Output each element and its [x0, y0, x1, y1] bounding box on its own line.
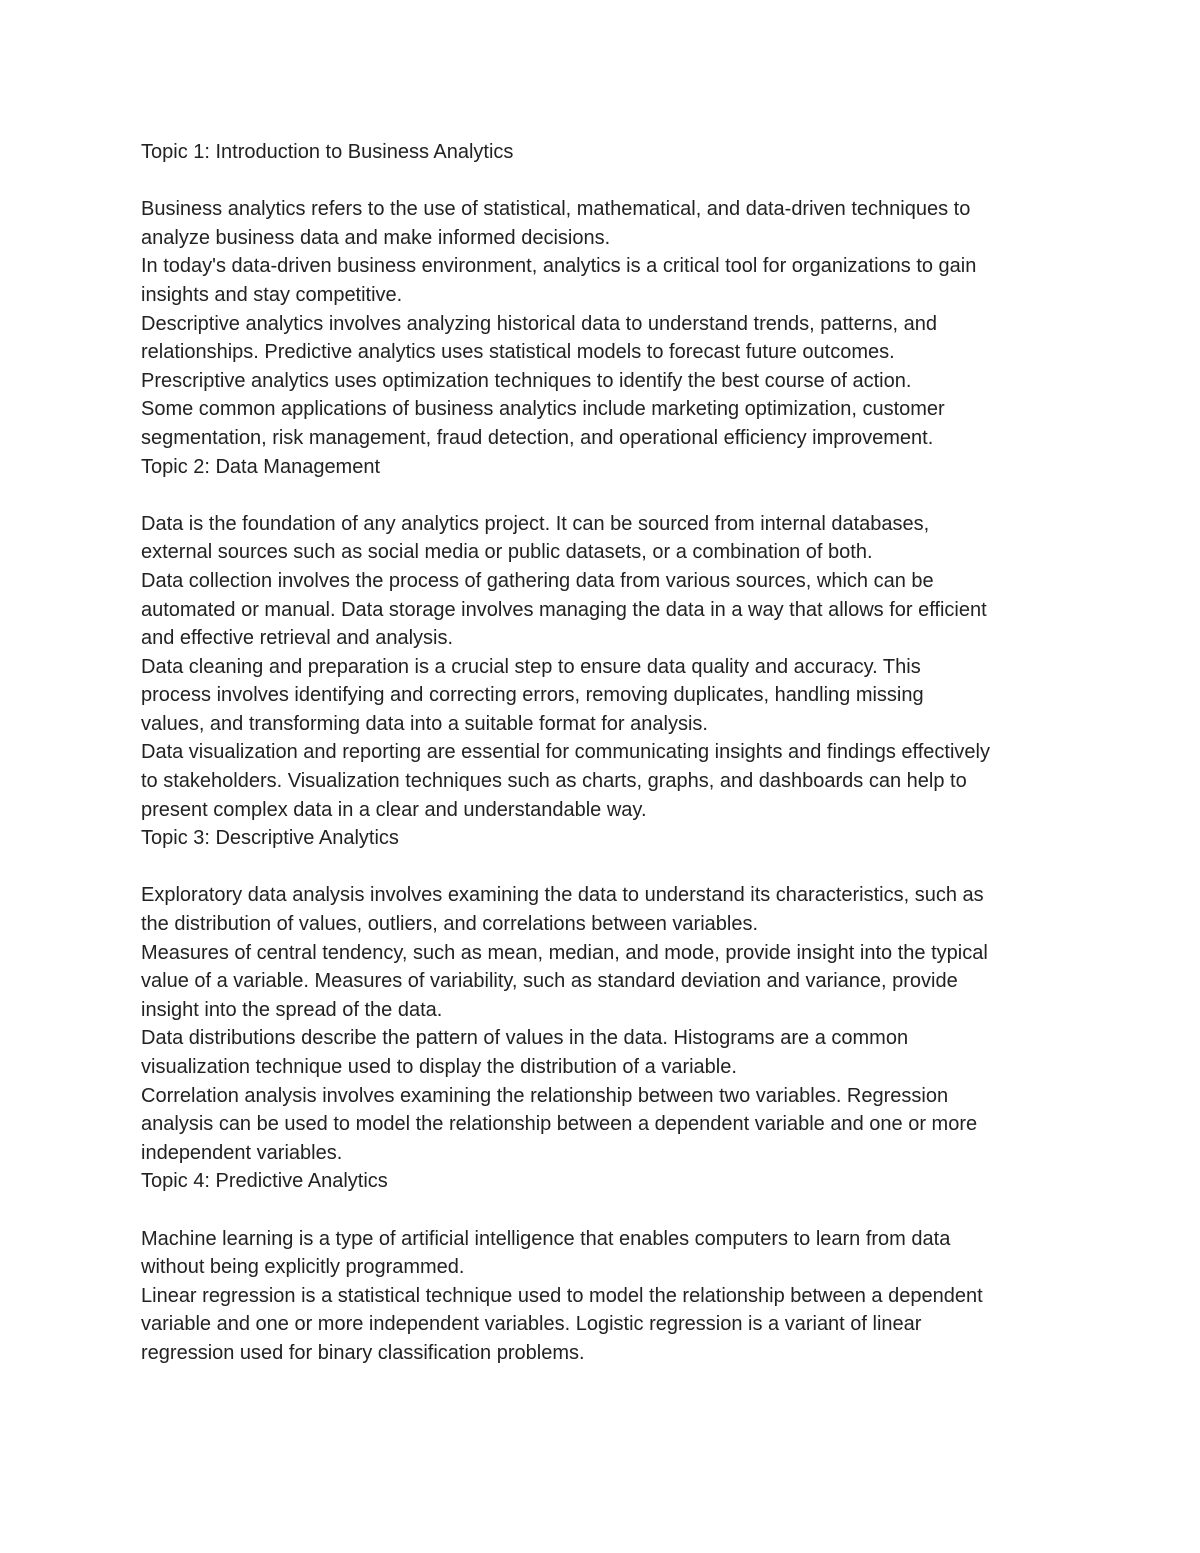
text-line: Prescriptive analytics uses optimization techniques to identify the best course of action. — [141, 369, 912, 392]
text-line: the distribution of values, outliers, and correlations between variables. — [141, 913, 759, 936]
text-line: Some common applications of business analytics include marketing optimization, customer — [141, 398, 945, 421]
text-line: and effective retrieval and analysis. — [141, 627, 454, 650]
text-line: values, and transforming data into a suitable format for analysis. — [141, 712, 708, 735]
text-line: Data collection involves the process of gathering data from various sources, which can be — [141, 569, 934, 592]
text-line: variable and one or more independent variables. Logistic regression is a variant of linear — [141, 1313, 922, 1336]
blank-line — [141, 167, 1081, 196]
text-line: process involves identifying and correcting errors, removing duplicates, handling missing — [141, 684, 924, 707]
text-line: Descriptive analytics involves analyzing historical data to understand trends, patterns, and — [141, 312, 937, 335]
topic-heading: Topic 2: Data Management — [141, 455, 381, 478]
blank-line — [141, 1196, 1081, 1225]
text-line: Measures of central tendency, such as mean, median, and mode, provide insight into the typical — [141, 941, 988, 964]
text-line: insight into the spread of the data. — [141, 998, 443, 1021]
text-line: without being explicitly programmed. — [141, 1256, 465, 1279]
text-line: relationships. Predictive analytics uses statistical models to forecast future outcomes. — [141, 341, 895, 364]
text-line: insights and stay competitive. — [141, 283, 403, 306]
blank-line — [141, 853, 1081, 882]
text-line: Machine learning is a type of artificial intelligence that enables computers to learn from data — [141, 1227, 951, 1250]
text-line: value of a variable. Measures of variability, such as standard deviation and variance, provide — [141, 970, 958, 993]
text-line: to stakeholders. Visualization techniques such as charts, graphs, and dashboards can help to — [141, 770, 967, 793]
blank-line — [141, 481, 1081, 510]
text-line: Linear regression is a statistical technique used to model the relationship between a dependent — [141, 1284, 983, 1307]
document-body — [141, 138, 1081, 1368]
text-line: Correlation analysis involves examining the relationship between two variables. Regression — [141, 1084, 949, 1107]
text-line: independent variables. — [141, 1141, 343, 1164]
text-line: Data cleaning and preparation is a crucial step to ensure data quality and accuracy. This — [141, 655, 921, 678]
text-line: In today's data-driven business environment, analytics is a critical tool for organizations to gain — [141, 255, 977, 278]
topic-heading: Topic 4: Predictive Analytics — [141, 1170, 388, 1193]
text-line: visualization technique used to display the distribution of a variable. — [141, 1056, 737, 1078]
text-line: automated or manual. Data storage involves managing the data in a way that allows for efficient — [141, 598, 987, 621]
text-line: segmentation, risk management, fraud detection, and operational efficiency improvement. — [141, 426, 934, 449]
topic-heading: Topic 3: Descriptive Analytics — [141, 827, 399, 850]
text-line: Data distributions describe the pattern of values in the data. Histograms are a common — [141, 1027, 909, 1050]
text-line: Data is the foundation of any analytics project. It can be sourced from internal databases, — [141, 512, 930, 535]
text-line: present complex data in a clear and understandable way. — [141, 798, 647, 821]
topic-heading: Topic 1: Introduction to Business Analytics — [141, 141, 514, 163]
text-line: Data visualization and reporting are essential for communicating insights and findings effectively — [141, 741, 990, 764]
text-line: Exploratory data analysis involves examining the data to understand its characteristics, such as — [141, 884, 984, 907]
text-line: Business analytics refers to the use of statistical, mathematical, and data-driven techniques to — [141, 198, 971, 221]
text-line: external sources such as social media or public datasets, or a combination of both. — [141, 541, 873, 564]
text-line: analyze business data and make informed decisions. — [141, 226, 611, 249]
text-line: analysis can be used to model the relationship between a dependent variable and one or more — [141, 1113, 978, 1136]
text-line: regression used for binary classification problems. — [141, 1341, 585, 1364]
